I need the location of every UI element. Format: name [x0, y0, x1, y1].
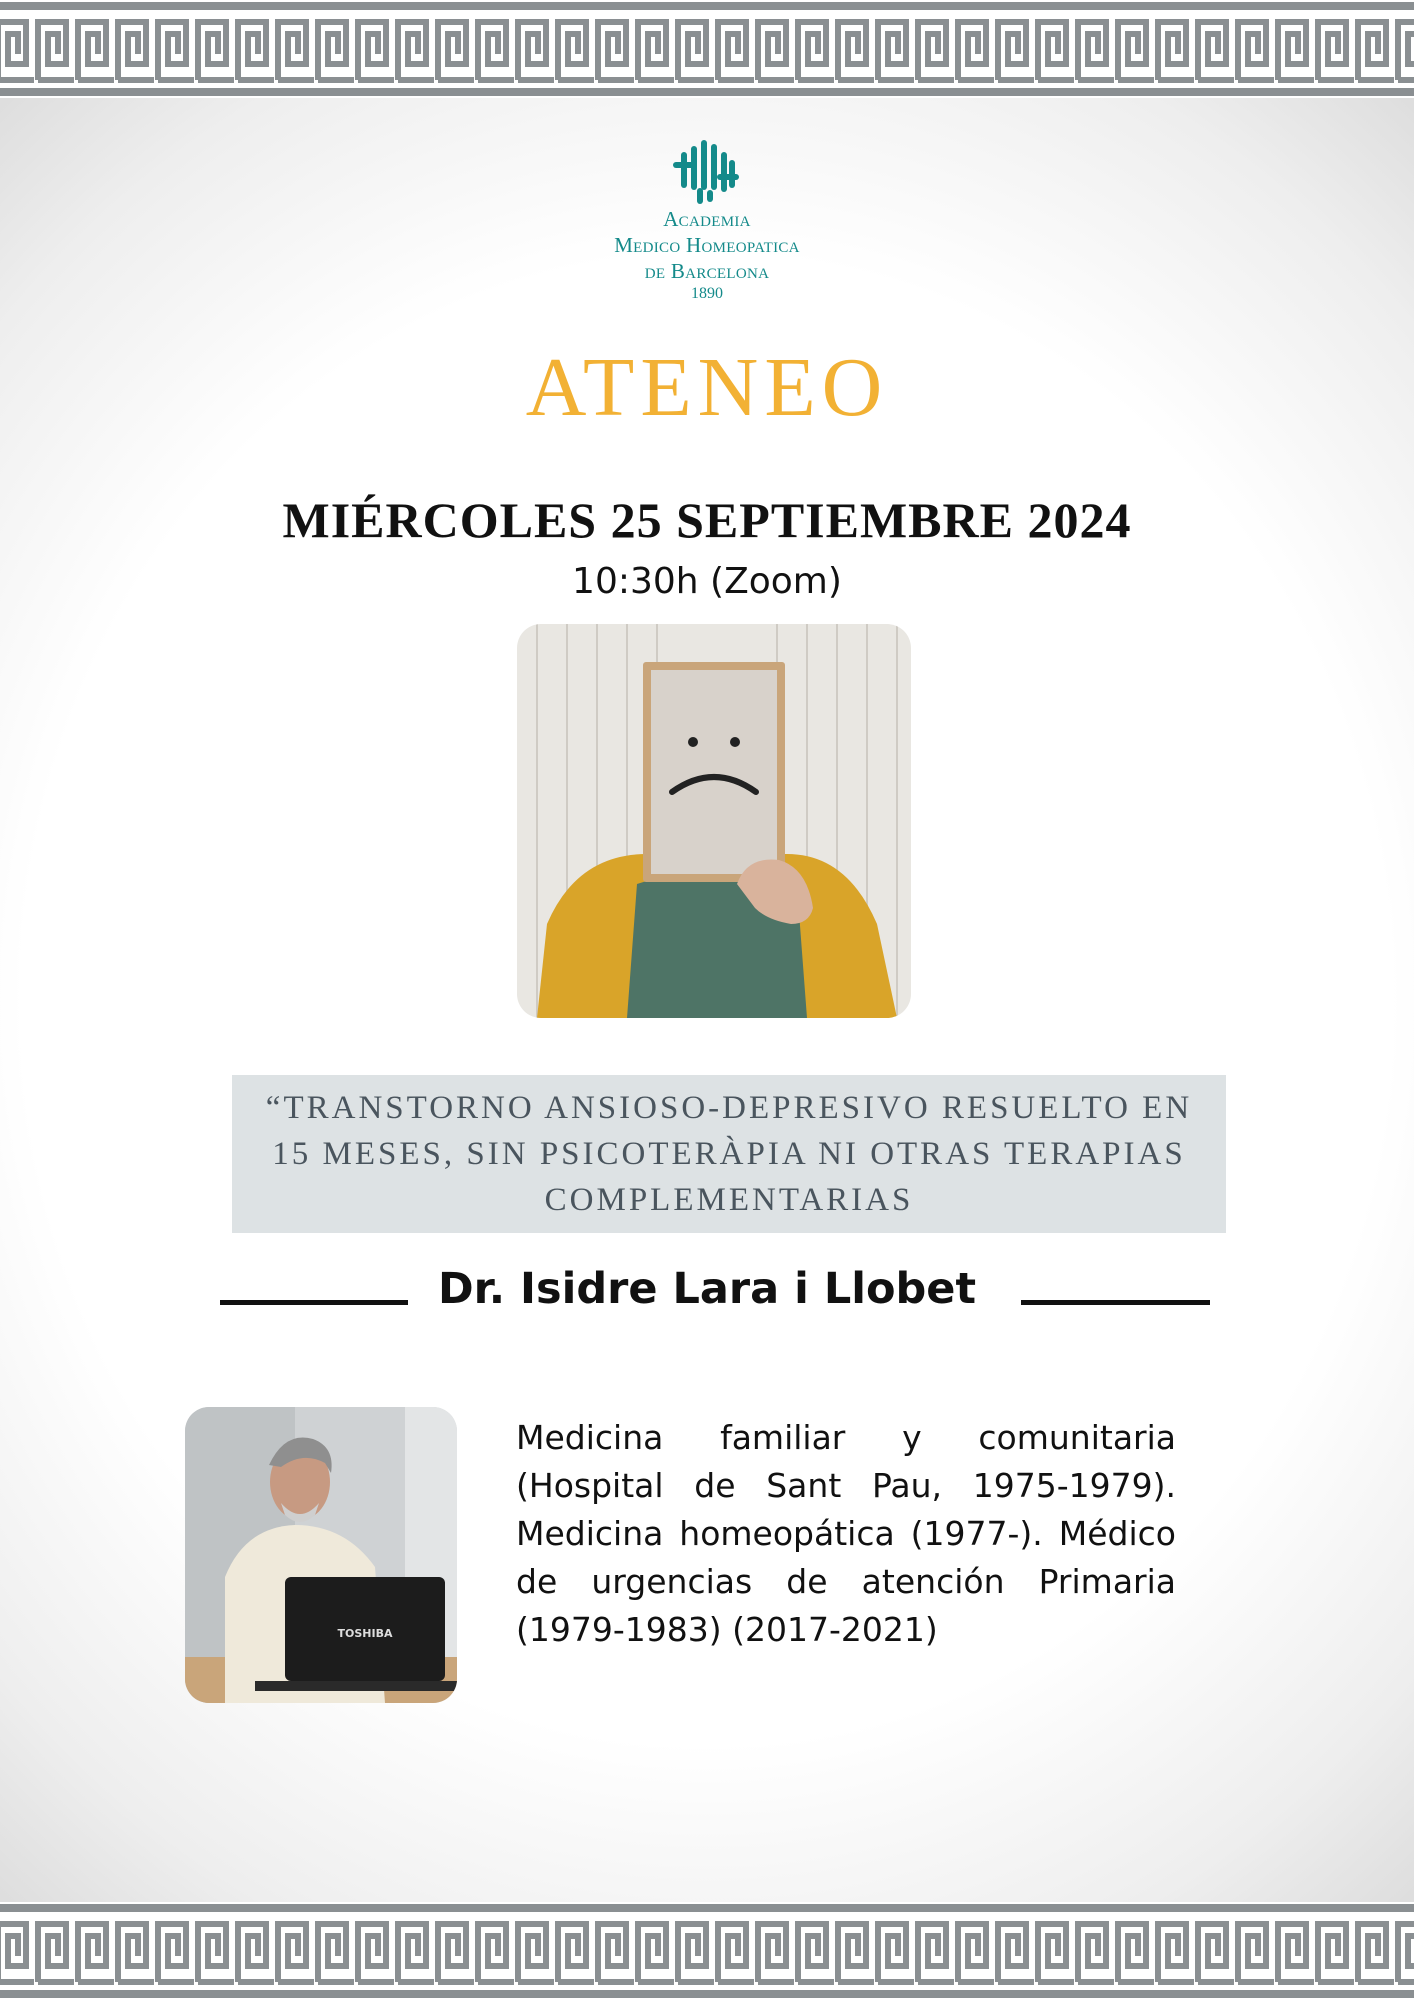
- laptop-brand: TOSHIBA: [337, 1627, 393, 1640]
- sad-face-photo: [517, 624, 911, 1018]
- event-date: MIÉRCOLES 25 SEPTIEMBRE 2024: [282, 492, 1132, 548]
- greek-key-border-bottom: [0, 1902, 1414, 2000]
- talk-title-line-3: COMPLEMENTARIAS: [544, 1182, 914, 1218]
- event-time: 10:30h (Zoom): [572, 561, 842, 602]
- divider-right: [1021, 1300, 1210, 1305]
- talk-title-line-1: “TRANSTORNO ANSIOSO-DEPRESIVO RESUELTO EN: [265, 1090, 1193, 1126]
- event-type-heading: ATENEO: [525, 341, 889, 434]
- speaker-illustration: [185, 1407, 457, 1703]
- greek-key-border-top: [0, 0, 1414, 98]
- sad-face-illustration: [517, 624, 911, 1018]
- academy-emblem-icon: [671, 138, 743, 206]
- talk-title-line-2: 15 MESES, SIN PSICOTERÀPIA NI OTRAS TERAPIAS: [272, 1136, 1186, 1172]
- logo-year: 1890: [691, 285, 723, 302]
- logo-line-3: de Barcelona: [644, 259, 770, 283]
- speaker-photo: [185, 1407, 457, 1703]
- logo-line-2: Medico Homeopatica: [614, 233, 800, 257]
- speaker-name: Dr. Isidre Lara i Llobet: [437, 1264, 977, 1314]
- logo-line-1: Academia: [663, 207, 751, 231]
- speaker-bio: Medicina familiar y comunitaria (Hospital de Sant Pau, 1975-1979). Medicina homeopática (1977-). Médico de urgencias de atención Primaria (1979-1983) (2017-2021): [516, 1418, 1176, 1649]
- talk-title-box: [232, 1075, 1226, 1233]
- academy-logo: [0, 138, 1414, 304]
